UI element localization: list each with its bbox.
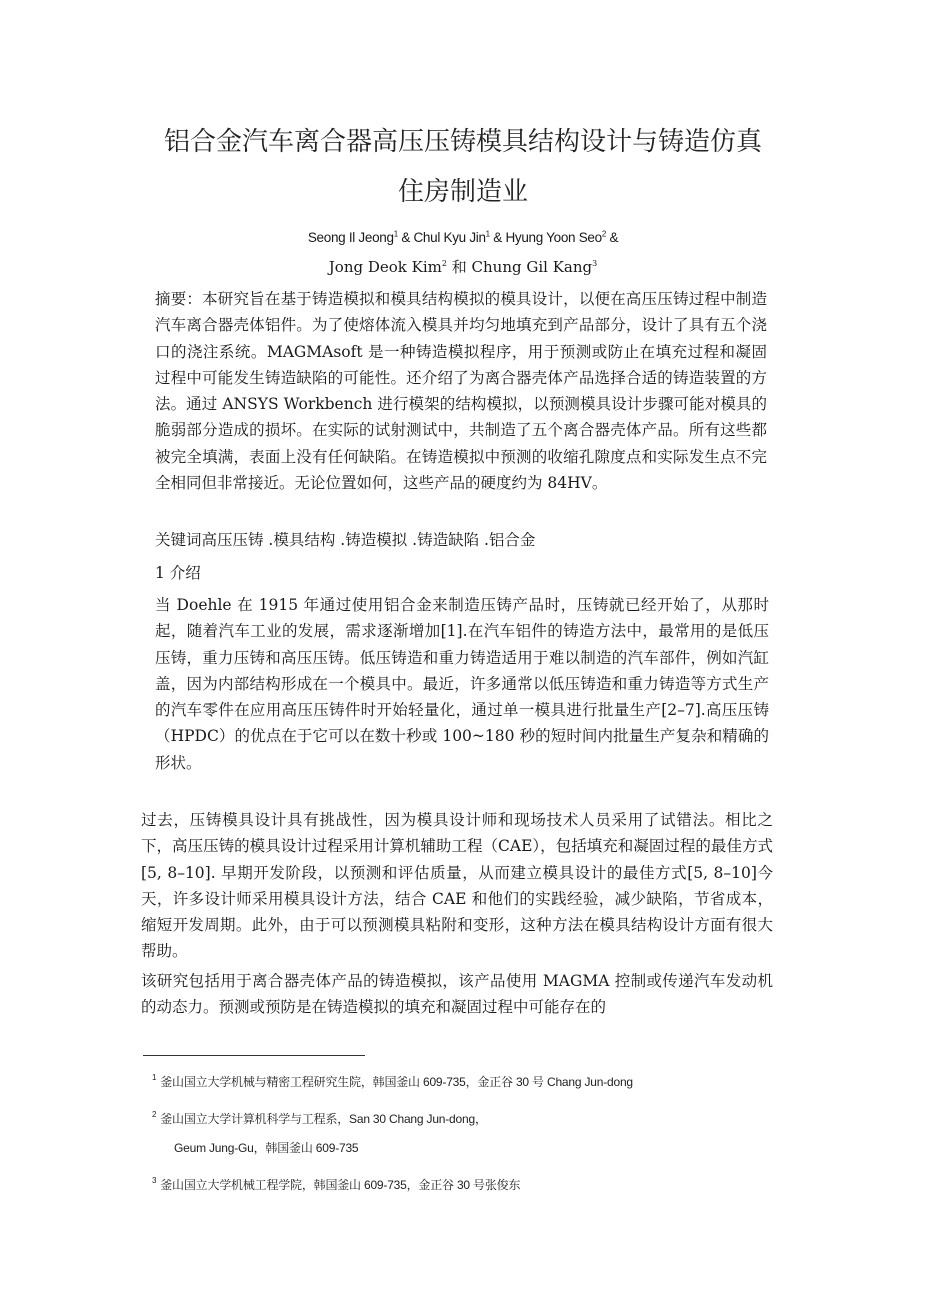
affiliation-mark: 3 [592, 259, 598, 268]
author-name: Hyung Yoon Seo [505, 230, 602, 245]
footnote-2-continued: Geum Jung-Gu，韩国釜山 609-735 [174, 1141, 359, 1155]
body-paragraph: 过去，压铸模具设计具有挑战性，因为模具设计师和现场技术人员采用了试错法。相比之下，高压压铸的模具设计过程采用计算机辅助工程（CAE），包括填充和凝固过程的最佳方式[5, 8–10]. 早期开发阶段，以预测和评估质量，从而建立模具设计的最佳方式[5, 8–10]今天，许多设计师采用模具设计方法，结合 CAE 和他们的实践经验，减少缺陷，节省成本，缩短开发周期。此外，由于可以预测模具粘附和变形，这种方法在模具结构设计方面有很大帮助。 [141, 811, 773, 961]
author-name: Jong Deok Kim [328, 258, 442, 276]
affiliation-mark: 1 [485, 229, 490, 239]
author-name: Chul Kyu Jin [413, 230, 486, 245]
footnote-2 [152, 1110, 487, 1127]
footnote-number: 3 [152, 1176, 157, 1185]
body-paragraph: 该研究包括用于离合器壳体产品的铸造模拟，该产品使用 MAGMA 控制或传递汽车发动机的动态力。预测或预防是在铸造模拟的填充和凝固过程中可能存在的 [141, 972, 773, 1017]
paper-title-line-1: 铝合金汽车离合器高压压铸模具结构设计与铸造仿真 [163, 127, 762, 157]
abstract: 摘要：本研究旨在基于铸造模拟和模具结构模拟的模具设计，以便在高压压铸过程中制造汽车离合器壳体铝件。为了使熔体流入模具并均匀地填充到产品部分，设计了具有五个浇口的浇注系统。MAGMAsoft 是一种铸造模拟程序，用于预测或防止在填充过程和凝固过程中可能发生铸造缺陷的可能性。还介绍了为离合器壳体产品选择合适的铸造装置的方法。通过 ANSYS Workbench 进行模架的结构模拟，以预测模具设计步骤可能对模具的脆弱部分造成的损坏。在实际的试射测试中，共制造了五个离合器壳体产品。所有这些都被完全填满，表面上没有任何缺陷。在铸造模拟中预测的收缩孔隙度点和实际发生点不完全相同但非常接近。无论位置如何，这些产品的硬度约为 84HV。 [155, 290, 767, 493]
author-name: Seong Il Jeong [307, 230, 394, 245]
footnote-text: 釜山国立大学机械与精密工程研究生院，韩国釜山 609-735，金正谷 30 号 Chang Jun-dong [160, 1075, 633, 1089]
keywords: 关键词高压压铸 .模具结构 .铸造模拟 .铸造缺陷 .铝合金 [155, 531, 536, 549]
author-separator: & [489, 230, 506, 245]
footnote-divider [143, 1055, 365, 1056]
footnote-text: 釜山国立大学机械工程学院，韩国釜山 609-735，金正谷 30 号张俊东 [160, 1178, 521, 1192]
author-separator: & [606, 230, 619, 245]
footnote-1 [152, 1073, 633, 1090]
footnote-text: 釜山国立大学计算机科学与工程系，San 30 Chang Jun-dong， [160, 1112, 487, 1126]
intro-paragraph: 当 Doehle 在 1915 年通过使用铝合金来制造压铸产品时，压铸就已经开始了，从那时起，随着汽车工业的发展，需求逐渐增加[1].在汽车铝件的铸造方法中，最常用的是低压压铸，重力压铸和高压压铸。低压铸造和重力铸造适用于难以制造的汽车部件，例如汽缸盖，因为内部结构形成在一个模具中。最近，许多通常以低压铸造和重力铸造等方式生产的汽车零件在应用高压压铸件时开始轻量化，通过单一模具进行批量生产[2–7].高压压铸（HPDC）的优点在于它可以在数十秒或 100~180 秒的短时间内批量生产复杂和精确的形状。 [155, 596, 769, 772]
footnote-number: 2 [152, 1110, 157, 1119]
affiliation-mark: 1 [393, 229, 398, 239]
affiliation-mark: 2 [601, 229, 606, 239]
author-list [60, 230, 866, 245]
paper-title-line-2: 住房制造业 [397, 177, 528, 207]
footnote-number: 1 [152, 1073, 157, 1082]
author-separator: & [397, 230, 414, 245]
author-list-continued [60, 256, 866, 277]
footnote-3 [152, 1176, 520, 1193]
affiliation-mark: 2 [441, 259, 447, 268]
section-heading-introduction: 1 介绍 [155, 564, 201, 582]
author-name: Chung Gil Kang [471, 258, 593, 276]
author-separator: 和 [446, 258, 472, 276]
